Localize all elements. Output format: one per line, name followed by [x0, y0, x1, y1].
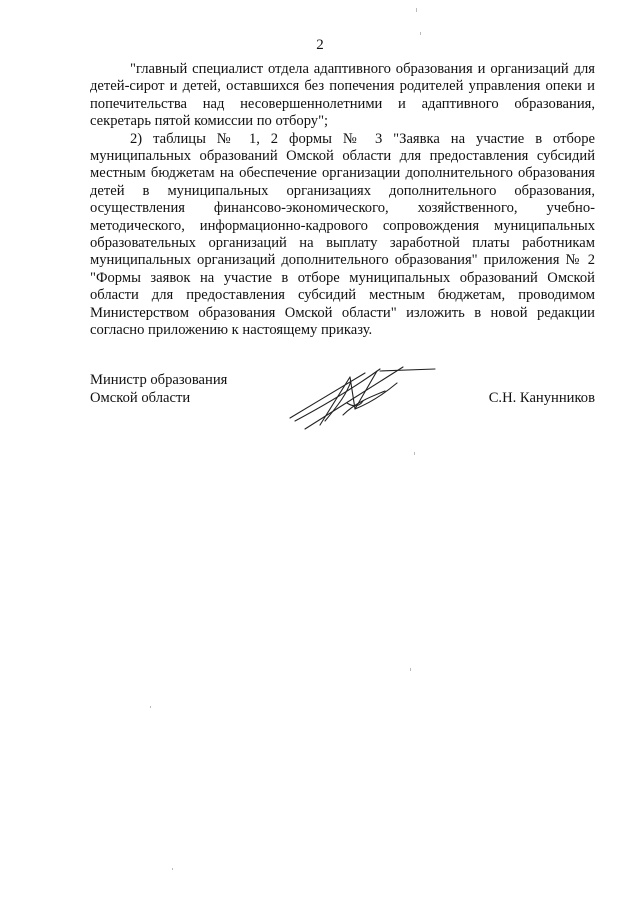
- signature-block: [90, 371, 595, 441]
- handwritten-signature: [285, 363, 445, 433]
- signer-title-line-2: Омской области: [90, 390, 191, 406]
- paragraph-2: 2) таблицы № 1, 2 формы № 3 "Заявка на участие в отборе муниципальных образований Омской области для предоставления субсидий местным бюджетам на обеспечение организации дополнительного образования детей в муниципальных организациях дополнительного образования, осуществления финансово-экономического, хозяйственного, учебно-методического, информационно-кадрового сопровождения муниципальных образовательных организаций на выплату заработной платы работникам муниципальных организаций дополнительного образования" приложения № 2 "Формы заявок на участие в отборе муниципальных образований Омской области для предоставления субсидий местным бюджетам, проводимом Министерством образования Омской области" изложить в новой редакции согласно приложению к настоящему приказу.: [90, 130, 595, 339]
- scan-speck: [420, 32, 421, 35]
- scan-speck: [414, 452, 415, 455]
- scan-speck: [150, 706, 151, 708]
- signer-title: [90, 371, 227, 407]
- paragraph-1: "главный специалист отдела адаптивного образования и организаций для детей-сирот и детей, оставшихся без попечения родителей управления опеки и попечительства над несовершеннолетними и адаптивного образования, секретарь пятой комиссии по отбору";: [90, 61, 595, 130]
- signer-name: С.Н. Канунников: [488, 390, 595, 406]
- page-number: 2: [316, 37, 324, 53]
- scan-speck: [416, 8, 417, 12]
- signer-title-line-1: Министр образования: [90, 372, 228, 388]
- scan-speck: [172, 868, 173, 870]
- scan-speck: [410, 668, 411, 671]
- document-body: [90, 61, 595, 340]
